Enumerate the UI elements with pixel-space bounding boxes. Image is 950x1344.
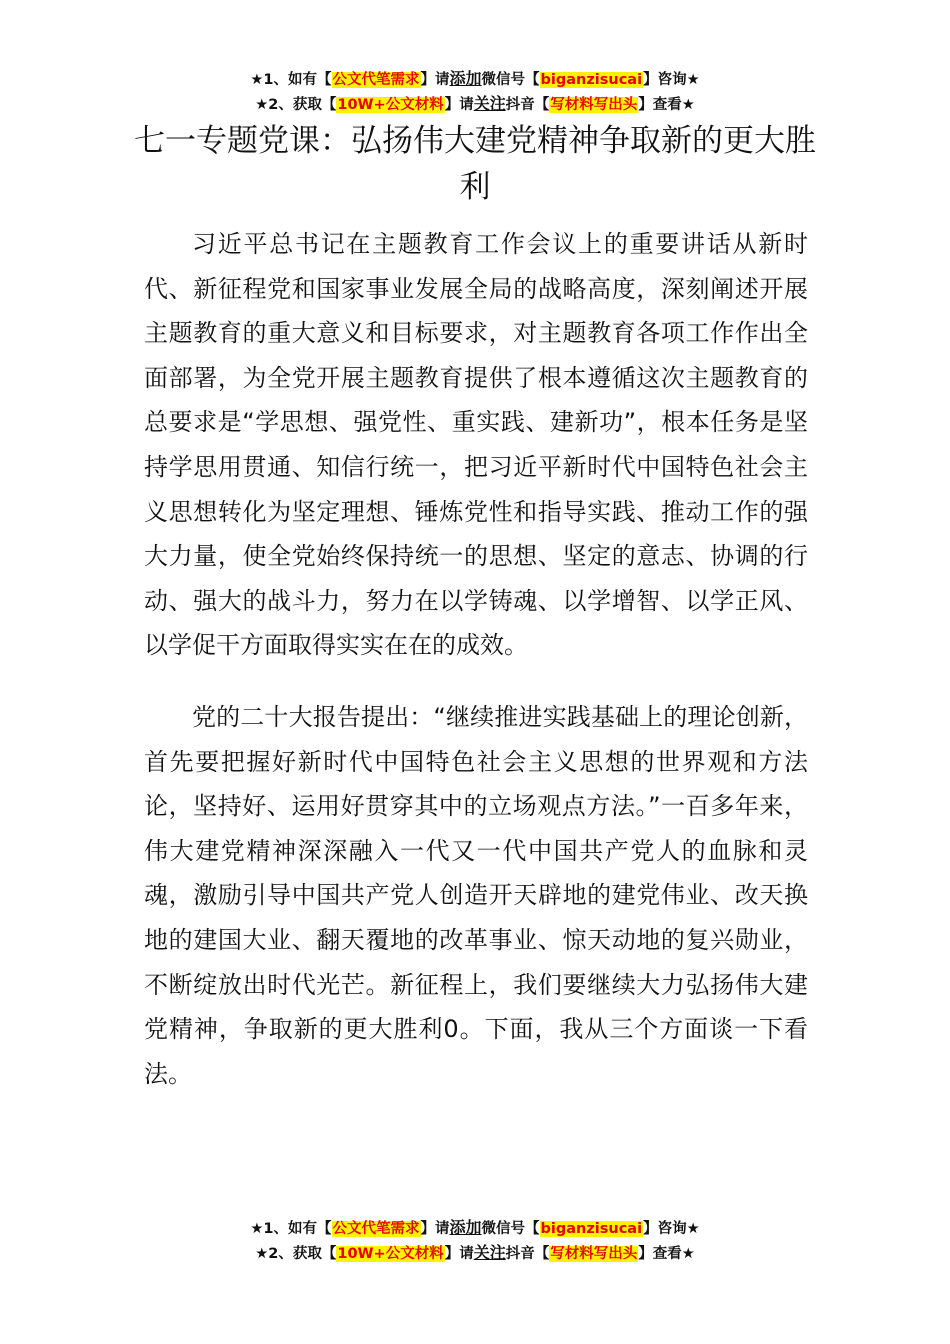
promo-highlight-materials: 10W+公文材料	[337, 97, 444, 113]
paragraph-2: 党的二十大报告提出：“继续推进实践基础上的理论创新，首先要把握好新时代中国特色社会主义思想的世界观和方法论，坚持好、运用好贯穿其中的立场观点方法。”一百多年来，伟大建党精神深深融入一代又一代中国共产党人的血脉和灵魂，激励引导中国共产党人创造开天辟地的建党伟业、改天换地的建国大业、翻天覆地的改革事业、惊天动地的复兴勋业，不断绽放出时代光芒。新征程上，我们要继续大力弘扬伟大建党精神，争取新的更大胜利0。下面，我从三个方面谈一下看法。	[144, 702, 808, 1088]
promo-text: 1、如有【	[263, 1221, 332, 1237]
promo-text: 】请	[420, 1221, 450, 1237]
promo-line-2	[0, 1241, 950, 1266]
promo-text: 2、获取【	[268, 1246, 337, 1262]
star-icon: ★	[686, 1221, 700, 1237]
promo-emphasis-follow: 关注	[473, 94, 506, 113]
document-title: 七一专题党课：弘扬伟大建党精神争取新的更大胜利	[134, 123, 816, 205]
promo-highlight-wechat: biganzisucai	[540, 1221, 643, 1237]
footer-promo-banner	[0, 1216, 950, 1266]
star-icon: ★	[681, 1246, 695, 1262]
promo-text: 微信号【	[481, 1221, 540, 1237]
star-icon: ★	[686, 72, 700, 88]
promo-text: 】请	[420, 72, 450, 88]
promo-text: 】查看	[638, 1246, 682, 1262]
promo-text: 】查看	[638, 97, 682, 113]
star-icon: ★	[250, 1221, 264, 1237]
promo-emphasis-add: 添加	[449, 69, 482, 88]
promo-text: 抖音【	[505, 97, 550, 113]
promo-text: 抖音【	[505, 1246, 550, 1262]
promo-line-1	[0, 1216, 950, 1241]
promo-text: 微信号【	[481, 72, 540, 88]
paragraph-1: 习近平总书记在主题教育工作会议上的重要讲话从新时代、新征程党和国家事业发展全局的战略高度，深刻阐述开展主题教育的重大意义和目标要求，对主题教育各项工作作出全面部署，为全党开展主题教育提供了根本遵循这次主题教育的总要求是“学思想、强党性、重实践、建新功”，根本任务是坚持学思用贯通、知信行统一，把习近平新时代中国特色社会主义思想转化为坚定理想、锤炼党性和指导实践、推动工作的强大力量，使全党始终保持统一的思想、坚定的意志、协调的行动、强大的战斗力，努力在以学铸魂、以学增智、以学正风、以学促干方面取得实实在在的成效。	[144, 230, 808, 660]
star-icon: ★	[681, 97, 695, 113]
promo-text: 】请	[444, 97, 474, 113]
promo-highlight-douyin: 写材料写出头	[550, 1246, 638, 1262]
document-body	[144, 222, 808, 1096]
promo-line-2	[0, 92, 950, 117]
promo-line-1	[0, 67, 950, 92]
promo-highlight-demand: 公文代笔需求	[332, 1221, 420, 1237]
promo-highlight-demand: 公文代笔需求	[332, 72, 420, 88]
promo-emphasis-follow: 关注	[473, 1243, 506, 1262]
promo-highlight-materials: 10W+公文材料	[337, 1246, 444, 1262]
header-promo-banner	[0, 67, 950, 117]
promo-highlight-wechat: biganzisucai	[540, 72, 643, 88]
star-icon: ★	[255, 97, 269, 113]
promo-text: 】请	[444, 1246, 474, 1262]
star-icon: ★	[250, 72, 264, 88]
promo-emphasis-add: 添加	[449, 1218, 482, 1237]
promo-highlight-douyin: 写材料写出头	[550, 97, 638, 113]
promo-text: 】咨询	[643, 1221, 687, 1237]
promo-text: 1、如有【	[263, 72, 332, 88]
promo-text: 】咨询	[643, 72, 687, 88]
promo-text: 2、获取【	[268, 97, 337, 113]
star-icon: ★	[255, 1246, 269, 1262]
